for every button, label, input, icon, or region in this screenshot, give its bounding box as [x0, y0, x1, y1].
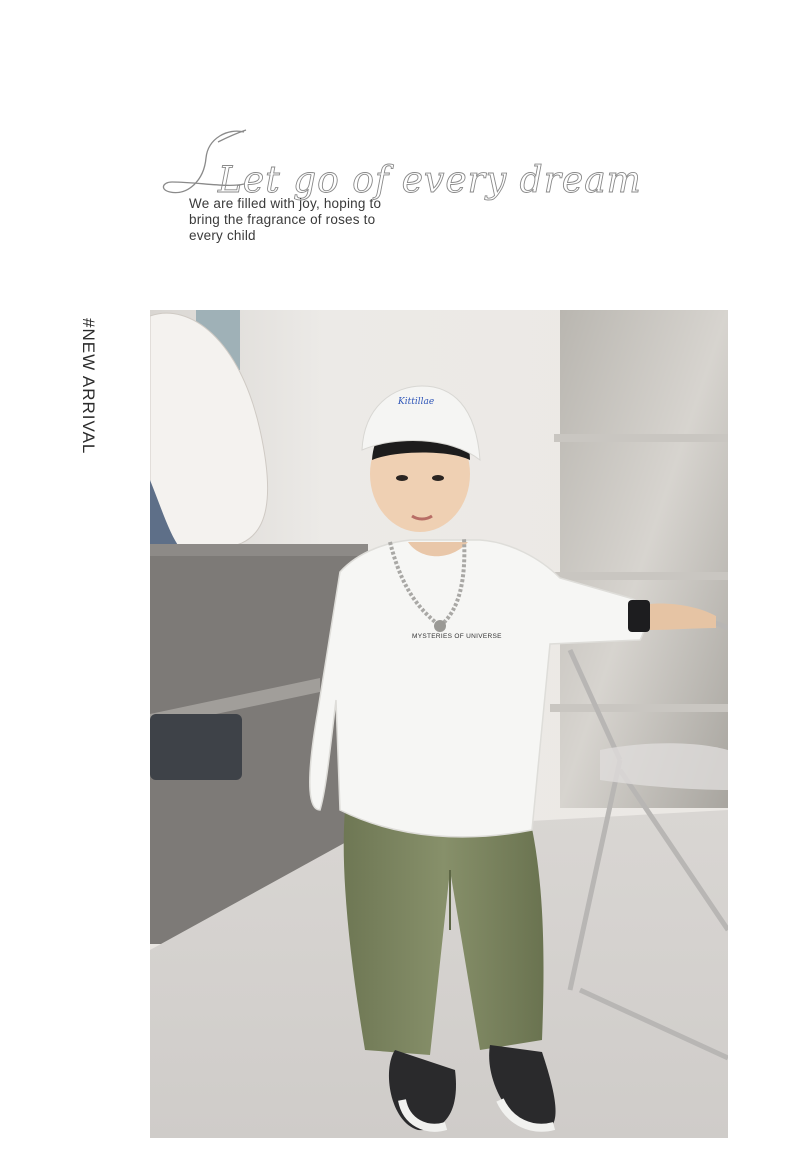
- new-arrival-text: #NEW ARRIVAL: [79, 318, 98, 455]
- cap-logo-text: Kittillae: [398, 397, 435, 407]
- tagline-line-1: We are filled with joy, hoping to: [189, 196, 382, 211]
- script-headline-text: Let go of every dream: [218, 160, 642, 201]
- tagline-line-2: bring the fragrance of roses to: [189, 212, 376, 227]
- new-arrival-label: [78, 318, 100, 488]
- shirt-print-text: MYSTERIES OF UNIVERSE: [412, 633, 502, 640]
- product-photo: [150, 310, 728, 1138]
- tagline: [189, 196, 429, 244]
- tagline-line-3: every child: [189, 228, 256, 243]
